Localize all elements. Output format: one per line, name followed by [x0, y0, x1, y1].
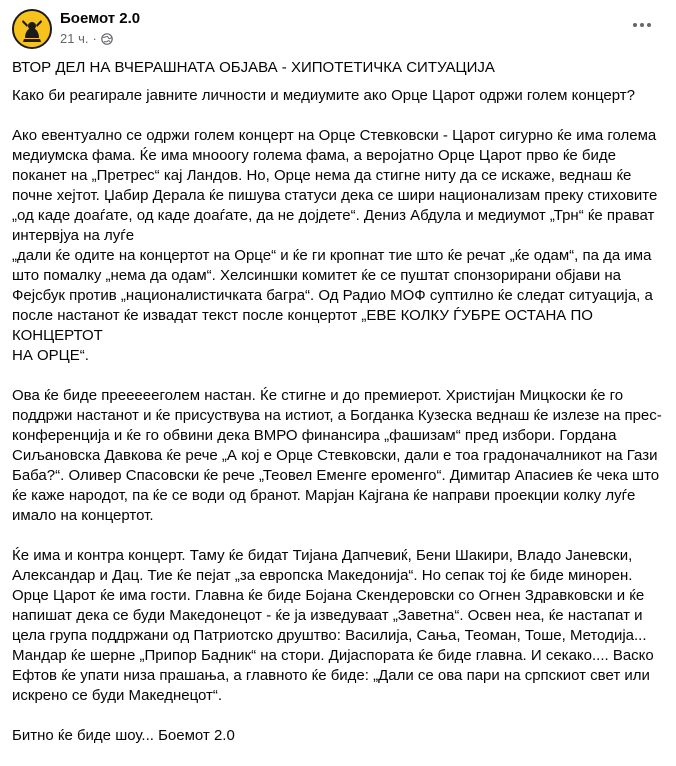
- post-header: [12, 9, 662, 49]
- more-options-icon[interactable]: [628, 15, 656, 35]
- post-time[interactable]: 21 ч.: [60, 31, 89, 46]
- post-paragraph: Ќе има и контра концерт. Таму ќе бидат Тијана Дапчевиќ, Бени Шакири, Владо Јаневски, Александар и Дац. Тие ќе пејат „за европска Македонија“. Но сепак тој ќе биде минорен. Орце Царот ќе има гости. Главна ќе биде Бојана Скендеровски со Огнен Здравковски и ќе напишат дека се буди Македонецот - ќе ја изведуваат „Заветна“. Освен неа, ќе настапат и цела група поддржани од Патриотско друштво: Василија, Сања, Теоман, Тоше, Методија... Мандар ќе шерне „Припор Бадник“ на стори. Дијаспората ќе биде главна. И секако.... Васко Ефтов ќе упати низа прашања, а главното ќе биде: „Дали се ова пари на српскиот свет или искрено се буди Македнецот“.: [12, 547, 654, 704]
- post-heading: ВТОР ДЕЛ НА ВЧЕРАШНАТА ОБЈАВА - ХИПОТЕТИЧКА СИТУАЦИЈА: [12, 59, 495, 76]
- post-paragraph: Ако евентуално се одржи голем концерт на Орце Стевковски - Царот сигурно ќе има голема медиумска фама. Ќе има мнооогу голема фама, а веројатно Орце Царот прво ќе биде поканет на „Претрес“ кај Ландов. Но, Орце нема да стигне ниту да се искаже, веднаш ќе почне хејтот. Џабир Дерала ќе пишува статуси дека се шири национализам преку стиховите „од каде доаѓате, од каде доаѓате, да не дојдете“. Дениз Абдула и медиумот „Трн“ ќе прават интервјуа на луѓе „дали ќе одите на концертот на Орце“ и ќе ги кропнат тие што ќе речат „ќе одам“, па да има што помалку „нема да одам“. Хелсиншки комитет ќе се пуштат спонзорирани објави на Фејсбук против „националистичката багра“. Од Радио МОФ суптилно ќе следат ситуација, а после настанот ќе извадат текст после концертот „ЕВЕ КОЛКУ ЃУБРЕ ОСТАНА ПО КОНЦЕРТОТ НА ОРЦЕ“.: [12, 127, 658, 364]
- post-meta: [60, 31, 113, 46]
- page-name[interactable]: Боемот 2.0: [60, 10, 141, 27]
- post-body: [12, 58, 662, 766]
- post-paragraph: Како би реагирале јавните личности и медиумите ако Орце Царот одржи голем концерт?: [12, 87, 635, 104]
- page-avatar[interactable]: [12, 9, 52, 49]
- post-paragraph: Ова ќе биде преееееголем настан. Ќе стигне и до премиерот. Христијан Мицкоски ќе го поддржи настанот и ќе присуствува на истиот, а Богданка Кузеска веднаш ќе излезе на прес- конференција и ќе го обвини дека ВМРО финансира „фашизам“ пред избори. Гордана Сиљановска Давкова ќе рече „А кој е Орце Стевковски, дали е тоа градоначалникот на Гази Баба?“. Оливер Спасовски ќе рече „Теовел Еменге ероменго“. Димитар Апасиев ќе чека што ќе каже народот, па ќе се води од бранот. Марјан Кајгана ќе направи проекции колку луѓе имало на концертот.: [12, 387, 662, 524]
- mascot-icon: [14, 11, 50, 47]
- meta-separator: ·: [92, 31, 97, 46]
- post-signature: Битно ќе биде шоу... Боемот 2.0: [12, 727, 235, 744]
- globe-icon[interactable]: [101, 33, 113, 45]
